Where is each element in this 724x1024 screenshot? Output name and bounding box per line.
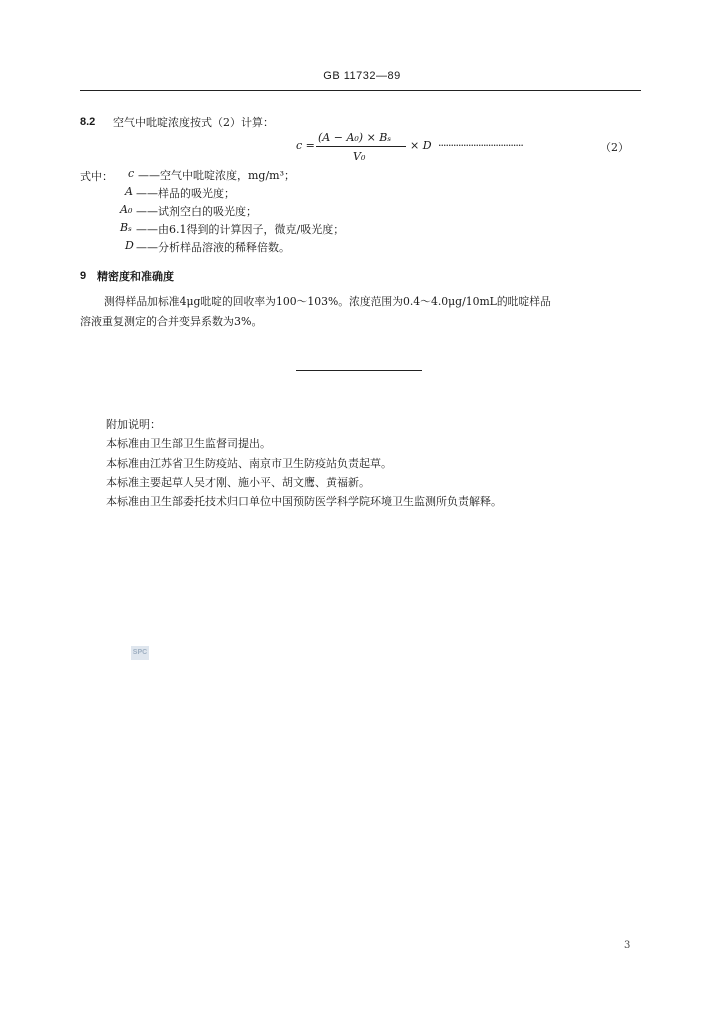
var-description: ——样品的吸光度； [136, 187, 235, 200]
formula-lhs: c = [296, 139, 315, 152]
notes-line: 本标准由江苏省卫生防疫站、南京市卫生防疫站负责起草。 [106, 457, 392, 470]
section-8-2-number: 8.2 [80, 116, 96, 128]
notes-line: 本标准由卫生部卫生监督司提出。 [106, 437, 271, 450]
formula-equation-number: （2） [600, 141, 629, 154]
notes-title: 附加说明： [106, 418, 161, 431]
page-number: 3 [624, 940, 631, 951]
var-description: ——分析样品溶液的稀释倍数。 [136, 241, 290, 254]
section-9-paragraph-line-2: 溶液重复测定的合并变异系数为3%。 [80, 315, 263, 328]
formula-numerator: (A − A₀) × Bₛ [318, 131, 392, 144]
section-9-paragraph-line-1: 测得样品加标准4μg吡啶的回收率为100～103%。浓度范围为0.4～4.0μg/10mL的吡啶样品 [104, 295, 551, 308]
var-description: ——空气中吡啶浓度，mg/m³； [138, 169, 296, 182]
header-rule [80, 90, 641, 91]
var-symbol: Bₛ [120, 221, 132, 234]
section-9-title: 精密度和准确度 [97, 270, 174, 283]
var-symbol: D [125, 239, 134, 252]
section-8-2-text: 空气中吡啶浓度按式（2）计算： [113, 116, 274, 129]
where-label: 式中： [80, 170, 113, 183]
var-symbol: A₀ [120, 203, 133, 216]
formula-tail: × D [410, 139, 432, 152]
standard-code-header: GB 11732—89 [323, 70, 401, 82]
var-description: ——试剂空白的吸光度； [136, 205, 257, 218]
var-description: ——由6.1得到的计算因子，微克/吸光度； [136, 223, 345, 236]
formula-leader: ·································· [438, 139, 523, 152]
spc-logo-watermark: SPC [131, 646, 149, 660]
notes-line: 本标准由卫生部委托技术归口单位中国预防医学科学院环境卫生监测所负责解释。 [106, 495, 502, 508]
var-symbol: c [128, 167, 135, 180]
var-symbol: A [125, 185, 133, 198]
notes-line: 本标准主要起草人吴才刚、施小平、胡文鹰、黄福新。 [106, 476, 370, 489]
fraction-bar [316, 146, 406, 147]
section-9-number: 9 [80, 270, 87, 282]
end-rule [296, 370, 422, 371]
formula-denominator: V₀ [353, 150, 366, 163]
